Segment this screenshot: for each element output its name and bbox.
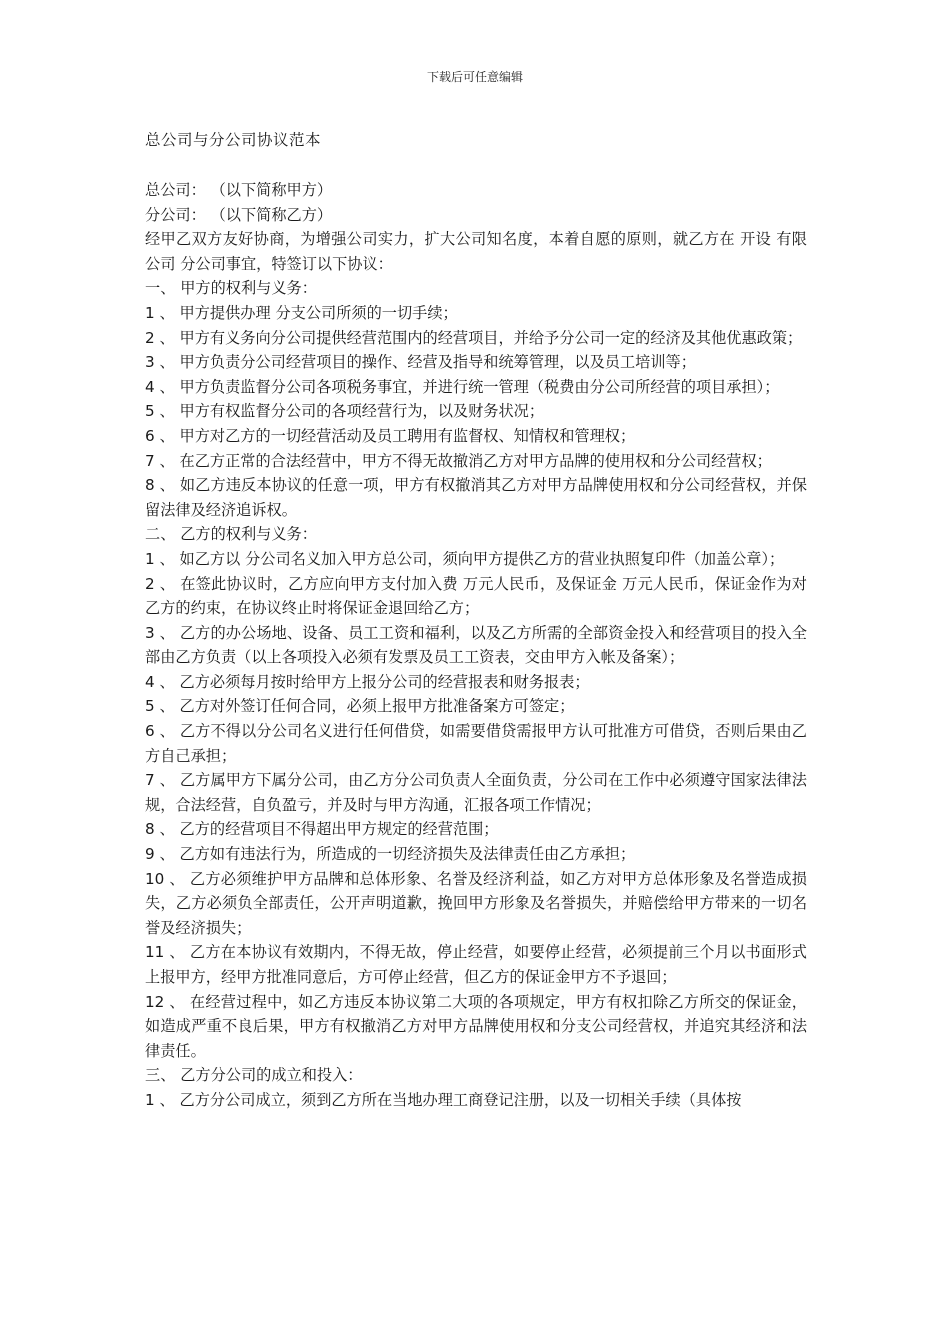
clause: 8 、 如乙方违反本协议的任意一项，甲方有权撤消其乙方对甲方品牌使用权和分公司经营权，并保留法律及经济追诉权。 (145, 476, 807, 519)
clause: 1 、 如乙方以 分公司名义加入甲方总公司，须向甲方提供乙方的营业执照复印件（加盖公章）； (145, 549, 785, 568)
clause: 9 、 乙方如有违法行为，所造成的一切经济损失及法律责任由乙方承担； (145, 845, 636, 864)
clause: 5 、 甲方有权监督分公司的各项经营行为，以及财务状况； (145, 402, 545, 421)
clause: 12 、 在经营过程中，如乙方违反本协议第二大项的各项规定，甲方有权扣除乙方所交的保证金，如造成严重不良后果，甲方有权撤消乙方对甲方品牌使用权和分支公司经营权，并追究其经济和法律责任。 (145, 992, 807, 1060)
section-heading: 二、 乙方的权利与义务： (145, 525, 317, 544)
section-heading: 三、 乙方分公司的成立和投入： (145, 1066, 363, 1085)
clause: 11 、 乙方在本协议有效期内，不得无故，停止经营，如要停止经营，必须提前三个月以书面形式上报甲方，经甲方批准同意后，方可停止经营，但乙方的保证金甲方不予退回； (145, 943, 807, 986)
clause: 4 、 乙方必须每月按时给甲方上报分公司的经营报表和财务报表； (145, 672, 590, 691)
clause: 1 、 乙方分公司成立，须到乙方所在当地办理工商登记注册，以及一切相关手续（具体按 (145, 1090, 742, 1109)
section-heading: 一、 甲方的权利与义务： (145, 279, 317, 298)
clause: 6 、 甲方对乙方的一切经营活动及员工聘用有监督权、知情权和管理权； (145, 426, 636, 445)
clause: 3 、 乙方的办公场地、设备、员工工资和福利，以及乙方所需的全部资金投入和经营项目的投入全部由乙方负责（以上各项投入必须有发票及员工工资表，交由甲方入帐及备案）； (145, 623, 807, 667)
clause: 7 、 在乙方正常的合法经营中，甲方不得无故撤消乙方对甲方品牌的使用权和分公司经营权； (145, 451, 772, 470)
paragraph: 分公司： （以下简称乙方） (145, 205, 333, 224)
clause: 8 、 乙方的经营项目不得超出甲方规定的经营范围； (145, 820, 499, 839)
clause: 3 、 甲方负责分公司经营项目的操作、经营及指导和统筹管理，以及员工培训等； (145, 353, 696, 372)
clause: 10 、 乙方必须维护甲方品牌和总体形象、名誉及经济利益，如乙方对甲方总体形象及名誉造成损失，乙方必须负全部责任，公开声明道歉，挽回甲方形象及名誉损失，并赔偿给甲方带来的一切名誉及经济损失； (145, 869, 807, 937)
clause: 1 、 甲方提供办理 分支公司所须的一切手续； (145, 303, 458, 322)
clause: 6 、 乙方不得以分公司名义进行任何借贷，如需要借贷需报甲方认可批准方可借贷，否则后果由乙方自己承担； (145, 722, 807, 765)
clause: 7 、 乙方属甲方下属分公司，由乙方分公司负责人全面负责，分公司在工作中必须遵守国家法律法规，合法经营，自负盈亏，并及时与甲方沟通，汇报各项工作情况； (145, 771, 807, 814)
document-body (145, 178, 807, 1113)
clause: 2 、 在签此协议时，乙方应向甲方支付加入费 万元人民币，及保证金 万元人民币，保证金作为对乙方的约束，在协议终止时将保证金退回给乙方； (145, 574, 807, 618)
document-title: 总公司与分公司协议范本 (145, 131, 322, 149)
clause: 2 、 甲方有义务向分公司提供经营范围内的经营项目，并给予分公司一定的经济及其他优惠政策； (145, 328, 803, 347)
page-header: 下载后可任意编辑 (426, 70, 523, 84)
clause: 5 、 乙方对外签订任何合同，必须上报甲方批准备案方可签定； (145, 697, 575, 716)
clause: 4 、 甲方负责监督分公司各项税务事宜，并进行统一管理（税费由分公司所经营的项目承担）； (145, 377, 780, 396)
paragraph: 经甲乙双方友好协商，为增强公司实力，扩大公司知名度，本着自愿的原则，就乙方在 开设 有限公司 分公司事宜，特签订以下协议： (145, 230, 807, 273)
paragraph: 总公司： （以下简称甲方） (145, 181, 333, 199)
